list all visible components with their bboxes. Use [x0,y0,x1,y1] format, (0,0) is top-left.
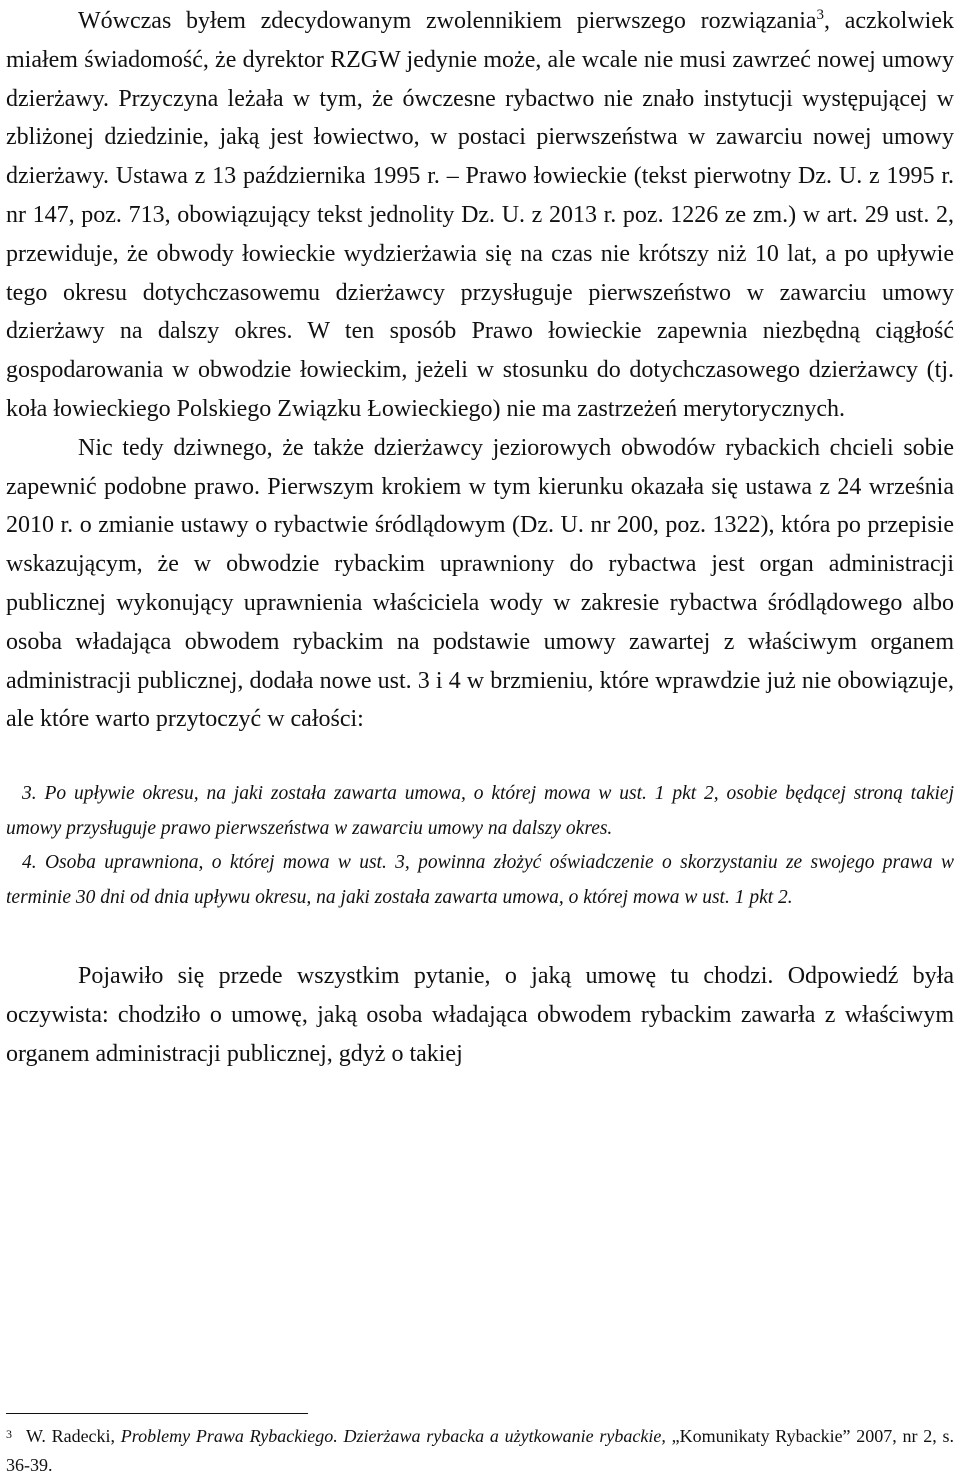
footnote-source: „Komunikaty Rybackie” 2007, nr 2, s. 36-39. [6,1426,954,1475]
footnote-number: 3 [6,1427,12,1441]
spacer [6,739,954,777]
provision-number: 4. [22,852,37,874]
footnote-author: W. Radecki, [26,1426,121,1446]
quoted-provision-4 [6,846,954,915]
paragraph-2: Nic tedy dziwnego, że także dzierżawcy jeziorowych obwodów rybackich chcieli sobie zapewnić podobne prawo. Pierwszym krokiem w tym kierunku okazała się ustawa z 24 września 2010 r. o zmianie ustawy o rybactwie śródlądowym (Dz. U. nr 200, poz. 1322), która po przepisie wskazującym, że w obwodzie rybackim uprawniony do rybactwa jest organ administracji publicznej wykonujący uprawnienia właściciela wody w zakresie rybactwa śródlądowego albo osoba władająca obwodem rybackim na podstawie umowy zawartej z właściwym organem administracji publicznej, dodała nowe ust. 3 i 4 w brzmieniu, które wprawdzie już nie obowiązuje, ale które warto przytoczyć w całości: [6,434,954,733]
paragraph-1-text-rest: , aczkolwiek miałem świadomość, że dyrektor RZGW jedynie może, ale wcale nie musi zawrzeć nowej umowy dzierżawy. Przyczyna leżała w tym, że ówczesne rybactwo nie znało instytucji występującej w zbliżonej dziedzinie, jaką jest łowiectwo, w postaci pierwszeństwa w zawarciu nowej umowy dzierżawy. Ustawa z 13 października 1995 r. – Prawo łowieckie (tekst pierwotny Dz. U. z 1995 r. nr 147, poz. 713, obowiązujący tekst jednolity Dz. U. z 2013 r. poz. 1226 ze zm.) w art. 29 ust. 2, przewiduje, że obwody łowieckie wydzierżawia się na czas nie krótszy niż 10 lat, a po upływie tego okresu dotychczasowemu dzierżawcy przysługuje pierwszeństwo w zawarciu umowy dzierżawy na dalszy okres. W ten sposób Prawo łowieckie zapewnia niezbędną ciągłość gospodarowania w obwodzie łowieckim, jeżeli w stosunku do dotychczasowego dzierżawcy (tj. koła łowieckiego Polskiego Związku Łowieckiego) nie ma zastrzeżeń merytorycznych. [6,8,954,422]
provision-text: Po upływie okresu, na jaki została zawarta umowa, o której mowa w ust. 1 pkt 2, osobie będącej stroną takiej umowy przysługuje prawo pierwszeństwa w zawarciu umowy na dalszy okres. [6,783,954,839]
quoted-provision-3 [6,777,954,846]
footnote-separator [6,1413,308,1414]
spacer [6,915,954,957]
paragraph-3: Pojawiło się przede wszystkim pytanie, o jaką umowę tu chodzi. Odpowiedź była oczywista: chodziło o umowę, jaką osoba władająca obwodem rybackim zawarła z właściwym organem administracji publicznej, gdyż o takiej [6,963,954,1067]
provision-number: 3. [22,783,37,805]
paragraph-1 [6,2,954,429]
footnote-title: Problemy Prawa Rybackiego. Dzierżawa rybacka a użytkowanie rybackie, [120,1426,666,1446]
paragraph-1-text-start: Wówczas byłem zdecydowanym zwolennikiem pierwszego rozwiązania [78,8,817,34]
footnote [6,1422,954,1480]
document-page [6,2,954,1074]
provision-text: Osoba uprawniona, o której mowa w ust. 3, powinna złożyć oświadczenie o skorzystaniu ze swojego prawa w terminie 30 dni od dnia upływu okresu, na jaki została zawarta umowa, o której mowa w ust. 1 pkt 2. [6,852,954,908]
footnote-reference[interactable]: 3 [816,7,825,23]
